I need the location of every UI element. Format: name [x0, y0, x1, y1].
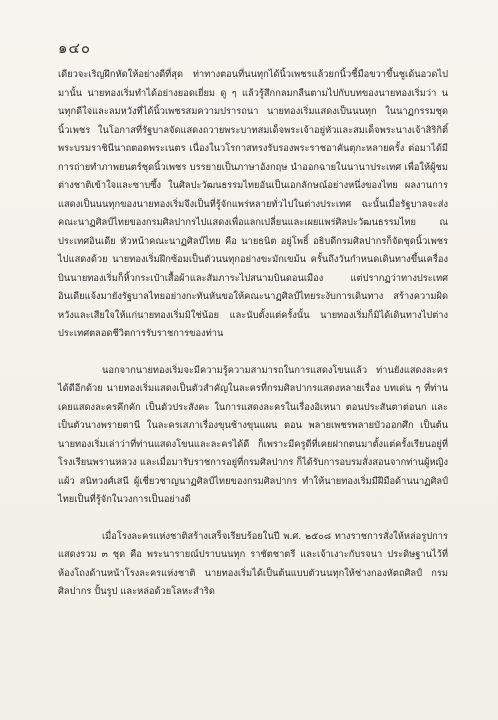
body-text: [58, 66, 448, 620]
paragraph-3: เมื่อโรงละครแห่งชาติสร้างเสร็จเรียบร้อยในปี พ.ศ. ๒๕๐๘ ทางราชการสั่งให้หล่อรูปการแสดงรวม ๓ ชุด คือ พระนารายณ์ปราบนนทุก ราชัตชาตรี และเจ้าเงาะกับรจนา ประดิษฐานไว้ที่ห้องโถงด้านหน้าโรงละครแห่งชาติ นายทองเริ่มได้เป็นต้นแบบตัวนนทุกให้ช่างกองหัตถศิลป์ กรมศิลปากร ปั้นรูป และหล่อด้วยโลหะสำริด: [58, 530, 448, 597]
paragraph-2: นอกจากนายทองเริ่มจะมีความรู้ความสามารถในการแสดงโขนแล้ว ท่านยังแสดงละครได้ดีอีกด้วย นายทองเริ่มแสดงเป็นตัวสำคัญในละครที่กรมศิลปากรแสดงหลายเรื่อง บทเด่น ๆ ที่ท่านเคยแสดงละครคึกคัก เป็นตัวประสังคะ ในการแสดงละครในเรื่องอิเหนา ตอนประสันตาต่อนก และเป็นตัวนางพรายตานี ในละครเสภาเรื่องขุนช้างขุนแผน ตอน พลายเพชรพลายบัวออกศึก เป็นต้น นายทองเริ่มเล่าว่าที่ท่านแสดงโขนและละครได้ดี ก็เพราะมีครูดีที่เคยฝากตนมาตั้งแต่ครั้งเรียนอยู่ที่โรงเรียนพรานหลวง และเมื่อมารับราชการอยู่ที่กรมศิลปากร ก็ได้รับการอบรมสั่งสอนจากท่านผู้หญิงแผ้ว สนิทวงศ์เสนี ผู้เชี่ยวชาญนาฏศิลป์ไทยของกรมศิลปากร ทำให้นายทองเริ่มมีฝีมือด้านนาฏศิลป์ไทยเป็นที่รู้จักในวงการเป็นอย่างดี: [58, 364, 448, 505]
paragraph-1: เดียวจะเริญฝึกหัดให้อย่างดีที่สุด ท่าทางตอนที่นนทุกได้นิ้วเพชรแล้วยกนิ้วชี้มือขวาขึ้นชูเด้นอวดไปมานั้น นายทองเริ่มทำได้อย่างยอดเยี่ยม ดู ๆ แล้วรู้สึกกลมกลืนตามไปกับบทของนายทองเริ่มว่า นนทุกดีใจและลมหวังที่ได้นิ้วเพชรสมความปรารถนา นายทองเริ่มแสดงเป็นนนทุก ในนาฏกรรมชุดนิ้วเพชร ในโอกาสที่รัฐบาลจัดแสดงถวายพระบาทสมเด็จพระเจ้าอยู่หัวและสมเด็จพระนางเจ้าสิริกิติ์ พระบรมราชินีนาถตอดพระเนตร เนื่องในวโรกาสทรงรับรองพระราชอาคันตุกะหลายครั้ง ต่อมาได้มีการถ่ายทำภาพยนตร์ชุดนิ้วเพชร บรรยายเป็นภาษาอังกฤษ นำออกฉายในนานาประเทศ เพื่อให้ผู้ชมต่างชาติเข้าใจและซาบซึ้ง ในศิลปะวัฒนธรรมไทยอันเป็นเอกลักษณ์อย่างหนึ่งของไทย ผลงานการแสดงเป็นนนทุกของนายทองเริ่มจึงเป็นที่รู้จักแพร่หลายทั่วไปในต่างประเทศ ฉะนั้นเมื่อรัฐบาลจะส่งคณะนาฏศิลป์ไทยของกรมศิลปากรไปแสดงเพื่อแลกเปลี่ยนและเผยแพร่ศิลปะวัฒนธรรมไทย ณ ประเทศอินเดีย หัวหน้าคณะนาฏศิลป์ไทย คือ นายธนิต อยู่โพธิ์ อธิบดีกรมศิลปากรก็จัดชุดนิ้วเพชรไปแสดงด้วย นายทองเริ่มฝึกซ้อมเป็นตัวนนทุกอย่างขะมักเขม้น ครั้นถึงวันกำหนดเดินทางขึ้นเครื่องบินนายทองเริ่มก็หิ้วกระเป๋าเสื้อผ้าและสัมภาระไปสนามบินดอนเมือง แต่ปรากฏว่าทางประเทศอินเดียแจ้งมายังรัฐบาลไทยอย่างกะทันหันขอให้คณะนาฏศิลป์ไทยระงับการเดินทาง สร้างความผิดหวังและเสียใจให้แก่นายทองเริ่มมิใช่น้อย และนับตั้งแต่ครั้งนั้น นายทองเริ่มก็มิได้เดินทางไปต่างประเทศตลอดชีวิตการรับราชการของท่าน: [58, 69, 448, 339]
page-number: ๑๔๐: [58, 39, 92, 57]
